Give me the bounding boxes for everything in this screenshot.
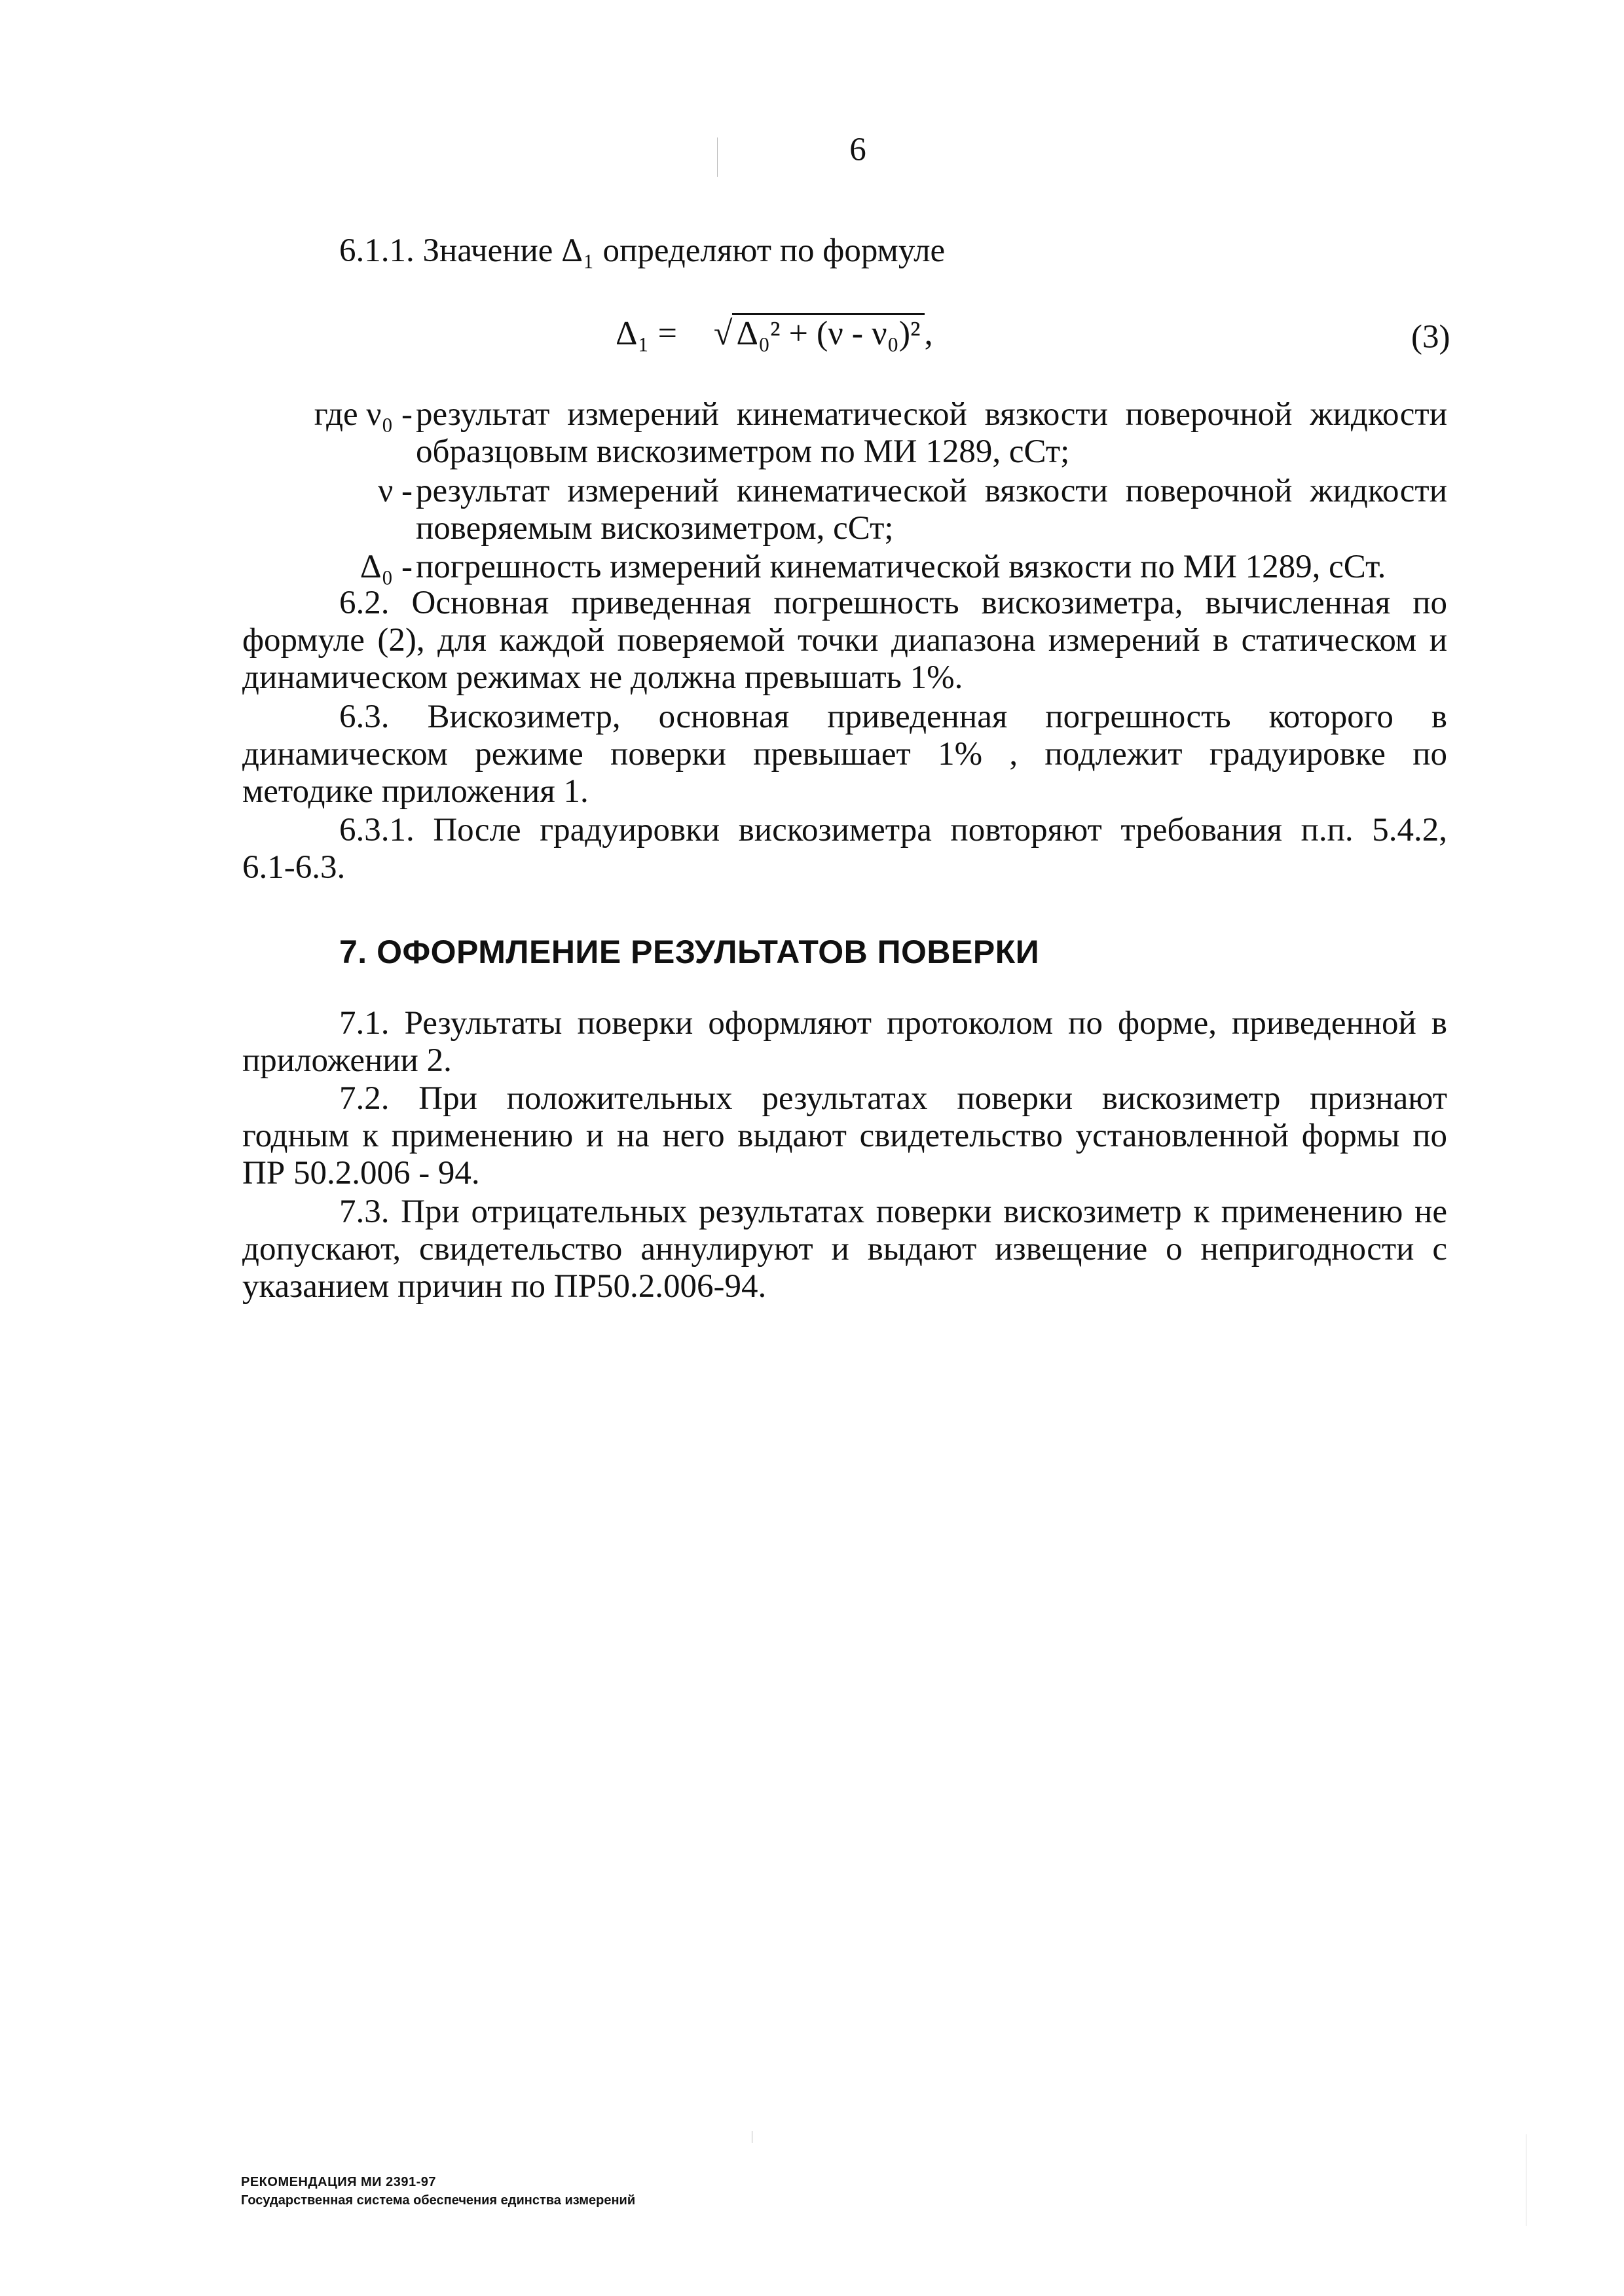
formula-left: Δ₁ = — [616, 315, 677, 352]
sqrt-sign: √ — [713, 315, 733, 352]
clause-7-3-line-2: допускают, свидетельство аннулируют и выдают извещение о непригодности с — [242, 1231, 1447, 1267]
footer-recommendation: РЕКОМЕНДАЦИЯ МИ 2391-97 — [241, 2175, 436, 2189]
section-7-heading: 7. ОФОРМЛЕНИЕ РЕЗУЛЬТАТОВ ПОВЕРКИ — [339, 934, 1040, 970]
def-nu0-line-1: результат измерений кинематической вязкости поверочной жидкости — [416, 396, 1447, 433]
clause-6-3-line-1: 6.3. Вискозиметр, основная приведенная погрешность которого в — [339, 699, 1447, 735]
clause-7-2-line-3: ПР 50.2.006 - 94. — [242, 1155, 480, 1192]
formula-number: (3) — [1411, 319, 1450, 355]
clause-6-3-line-2: динамическом режиме поверки превышает 1% , подлежит градуировке по — [242, 736, 1447, 773]
clause-6-2-line-3: динамическом режимах не должна превышать 1%. — [242, 659, 963, 696]
clause-7-1-line-2: приложении 2. — [242, 1042, 452, 1079]
clause-7-2-line-2: годным к применению и на него выдают свидетельство установленной формы по — [242, 1118, 1447, 1154]
def-delta0-line-1: погрешность измерений кинематической вязкости по МИ 1289, сСт. — [416, 549, 1386, 585]
clause-7-2-line-1: 7.2. При положительных результатах поверки вискозиметр признают — [339, 1080, 1447, 1117]
clause-6-2-line-2: формуле (2), для каждой поверяемой точки диапазона измерений в статическом и — [242, 622, 1447, 659]
clause-7-3-line-3: указанием причин по ПР50.2.006-94. — [242, 1268, 767, 1305]
clause-6-3-1-line-2: 6.1-6.3. — [242, 849, 346, 886]
formula-3 — [616, 314, 933, 353]
formula-radicand: Δ₀² + (ν - ν₀)² — [732, 313, 924, 352]
def-symbol-nu0: где ν₀ - — [314, 396, 413, 433]
clause-6-1-1-intro: 6.1.1. Значение Δ₁ определяют по формуле — [339, 232, 946, 269]
clause-6-3-line-3: методике приложения 1. — [242, 773, 589, 810]
def-nu-line-2: поверяемым вискозиметром, сСт; — [416, 510, 894, 547]
def-symbol-delta0: Δ₀ - — [360, 549, 413, 585]
formula-tail: , — [924, 315, 933, 352]
clause-6-3-1-line-1: 6.3.1. После градуировки вискозиметра повторяют требования п.п. 5.4.2, — [339, 812, 1447, 848]
clause-7-1-line-1: 7.1. Результаты поверки оформляют протоколом по форме, приведенной в — [339, 1005, 1447, 1042]
page-number: 6 — [849, 132, 866, 168]
def-nu-line-1: результат измерений кинематической вязкости поверочной жидкости — [416, 473, 1447, 509]
clause-6-2-line-1: 6.2. Основная приведенная погрешность вискозиметра, вычисленная по — [339, 585, 1447, 621]
clause-7-3-line-1: 7.3. При отрицательных результатах поверки вискозиметр к применению не — [339, 1194, 1447, 1230]
def-symbol-nu: ν - — [378, 473, 413, 509]
def-nu0-line-2: образцовым вискозиметром по МИ 1289, сСт; — [416, 433, 1070, 470]
footer-system-name: Государственная система обеспечения единства измерений — [241, 2193, 636, 2208]
